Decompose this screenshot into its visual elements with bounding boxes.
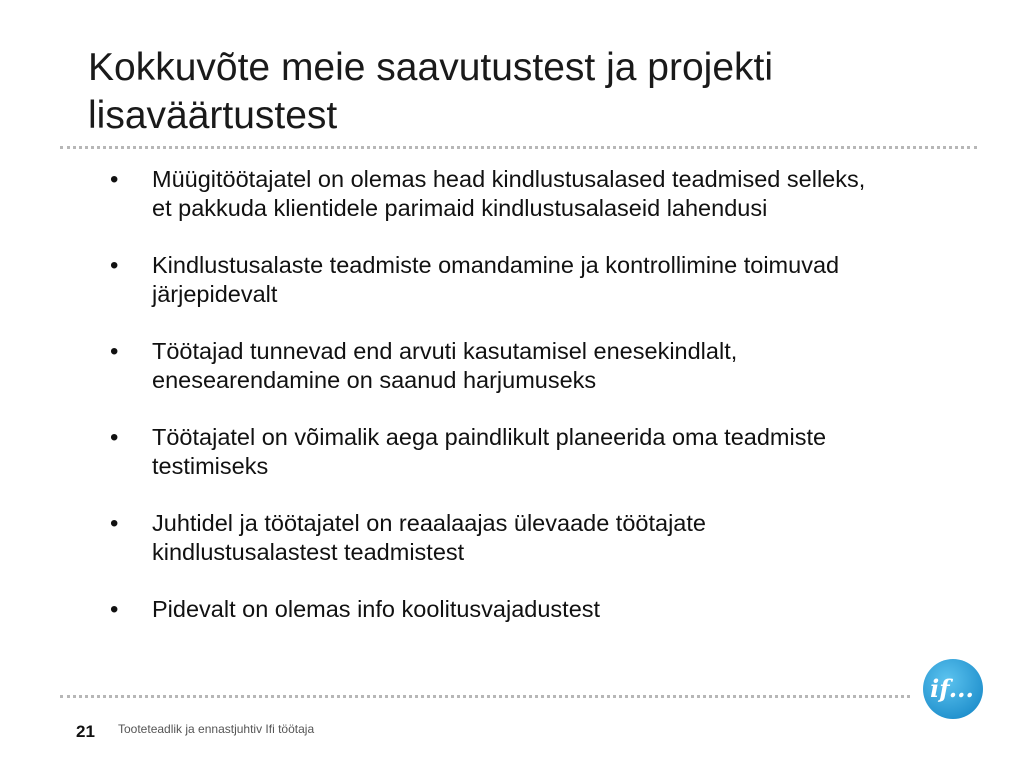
bullet-dot-icon: • <box>110 338 119 365</box>
bullet-dot-icon: • <box>110 252 119 279</box>
slide-title: Kokkuvõte meie saavutustest ja projekti lisaväärtustest <box>88 46 774 137</box>
page-number: 21 <box>76 722 95 741</box>
footer-text: Tooteteadlik ja ennastjuhtiv Ifi töötaja <box>118 722 315 736</box>
bullet-text: Juhtidel ja töötajatel on reaalaajas ülevaade töötajate kindlustusalastest teadmistest <box>152 510 706 565</box>
bullet-item <box>110 337 890 395</box>
bullet-text: Pidevalt on olemas info koolitusvajadustest <box>152 596 601 622</box>
bullet-item <box>110 251 890 309</box>
bullet-text: Müügitöötajatel on olemas head kindlustusalased teadmised selleks, et pakkuda klientidele parimaid kindlustusalaseid lahendusi <box>152 166 866 221</box>
bullet-list <box>110 165 890 652</box>
bullet-dot-icon: • <box>110 596 119 623</box>
bottom-divider <box>60 695 910 698</box>
bullet-dot-icon: • <box>110 424 119 451</box>
bullet-text: Töötajatel on võimalik aega paindlikult planeerida oma teadmiste testimiseks <box>152 424 827 479</box>
if-logo-icon <box>922 658 984 720</box>
bullet-item <box>110 595 890 624</box>
bullet-item <box>110 165 890 223</box>
top-divider <box>60 146 977 149</box>
bullet-dot-icon: • <box>110 166 119 193</box>
bullet-item <box>110 509 890 567</box>
logo-text: if... <box>930 674 974 703</box>
bullet-text: Töötajad tunnevad end arvuti kasutamisel enesekindlalt, enesearendamine on saanud harjumuseks <box>152 338 738 393</box>
bullet-dot-icon: • <box>110 510 119 537</box>
bullet-item <box>110 423 890 481</box>
bullet-text: Kindlustusalaste teadmiste omandamine ja kontrollimine toimuvad järjepidevalt <box>152 252 840 307</box>
